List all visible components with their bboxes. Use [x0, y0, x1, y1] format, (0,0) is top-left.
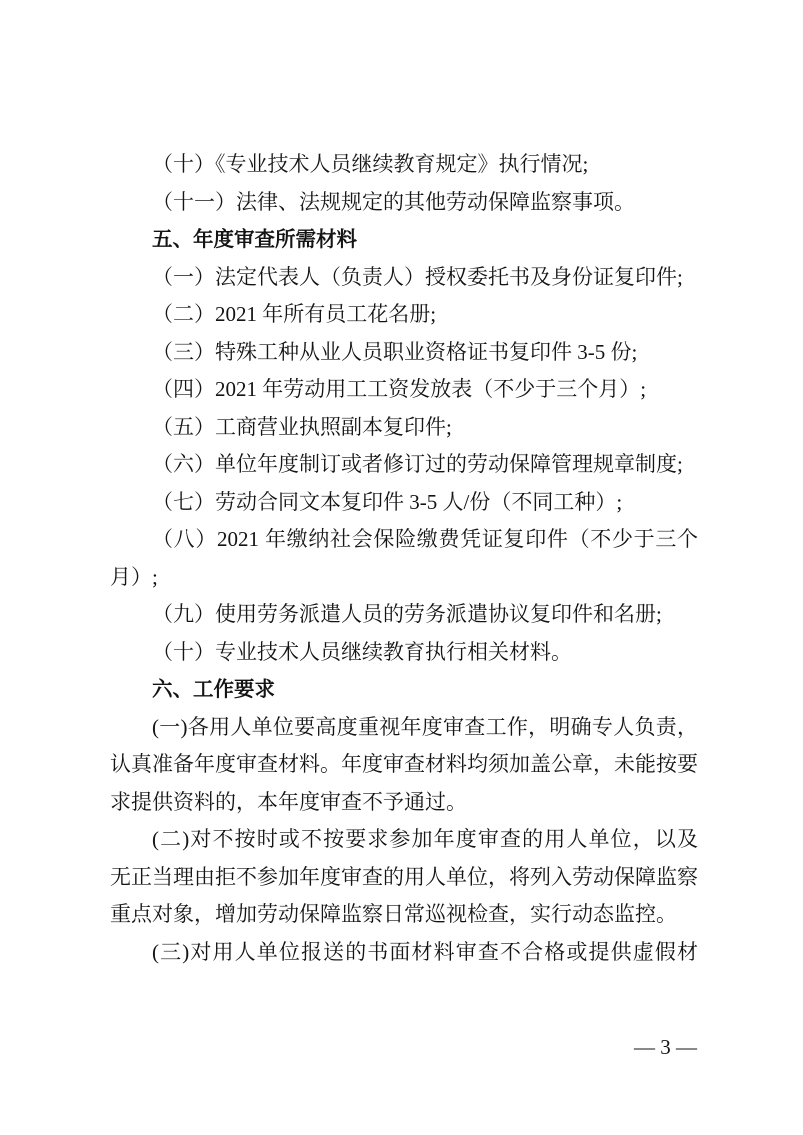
paragraph-line: (二)对不按时或不按要求参加年度审查的用人单位，以及: [152, 827, 698, 851]
list-item: [110, 409, 698, 447]
list-item: [110, 634, 698, 672]
item-line: （四）2021 年劳动用工工资发放表（不少于三个月）;: [152, 377, 647, 401]
list-item: [110, 146, 698, 184]
paragraph-line: 认真准备年度审查材料。年度审查材料均须加盖公章，未能按要: [110, 752, 698, 776]
section-heading: 六、工作要求: [152, 677, 275, 701]
list-item: [110, 446, 698, 484]
list-item: [110, 521, 698, 596]
item-line: （八）2021 年缴纳社会保险缴费凭证复印件（不少于三个: [152, 527, 698, 551]
item-line: （十一）法律、法规规定的其他劳动保障监察事项。: [152, 189, 635, 214]
paragraph-line: (三)对用人单位报送的书面材料审查不合格或提供虚假材: [152, 939, 698, 964]
paragraph: [110, 821, 698, 934]
section-five: [110, 221, 698, 671]
paragraph-line: (一)各用人单位要高度重视年度审查工作，明确专人负责，: [152, 714, 698, 739]
paragraph: [110, 709, 698, 822]
paragraph: [110, 934, 698, 972]
page-number: — 3 —: [634, 1035, 697, 1059]
item-line: 月）;: [110, 564, 158, 589]
item-line: （五）工商营业执照副本复印件;: [152, 414, 452, 439]
document-body: [110, 146, 698, 971]
section-heading: 五、年度审查所需材料: [152, 227, 357, 251]
list-item: [110, 596, 698, 634]
list-item: [110, 484, 698, 522]
list-item: [110, 184, 698, 222]
item-line: （二）2021 年所有员工花名册;: [152, 302, 437, 326]
paragraph-line: 重点对象，增加劳动保障监察日常巡视检查，实行动态监控。: [110, 902, 677, 926]
item-line: （十）《专业技术人员继续教育规定》执行情况;: [152, 152, 589, 176]
paragraph-line: 求提供资料的，本年度审查不予通过。: [110, 789, 467, 814]
item-line: （七）劳动合同文本复印件 3-5 人/份（不同工种）;: [152, 489, 623, 514]
item-line: （九）使用劳务派遣人员的劳务派遣协议复印件和名册;: [152, 602, 662, 626]
list-item: [110, 296, 698, 334]
item-line: （六）单位年度制订或者修订过的劳动保障管理规章制度;: [152, 452, 683, 476]
item-line: （三）特殊工种从业人员职业资格证书复印件 3-5 份;: [152, 339, 638, 364]
list-item: [110, 259, 698, 297]
section-six: [110, 671, 698, 971]
item-line: （一）法定代表人（负责人）授权委托书及身份证复印件;: [152, 264, 683, 289]
list-item: [110, 371, 698, 409]
item-line: （十）专业技术人员继续教育执行相关材料。: [152, 639, 572, 664]
paragraph-line: 无正当理由拒不参加年度审查的用人单位，将列入劳动保障监察: [110, 864, 698, 889]
list-item: [110, 334, 698, 372]
